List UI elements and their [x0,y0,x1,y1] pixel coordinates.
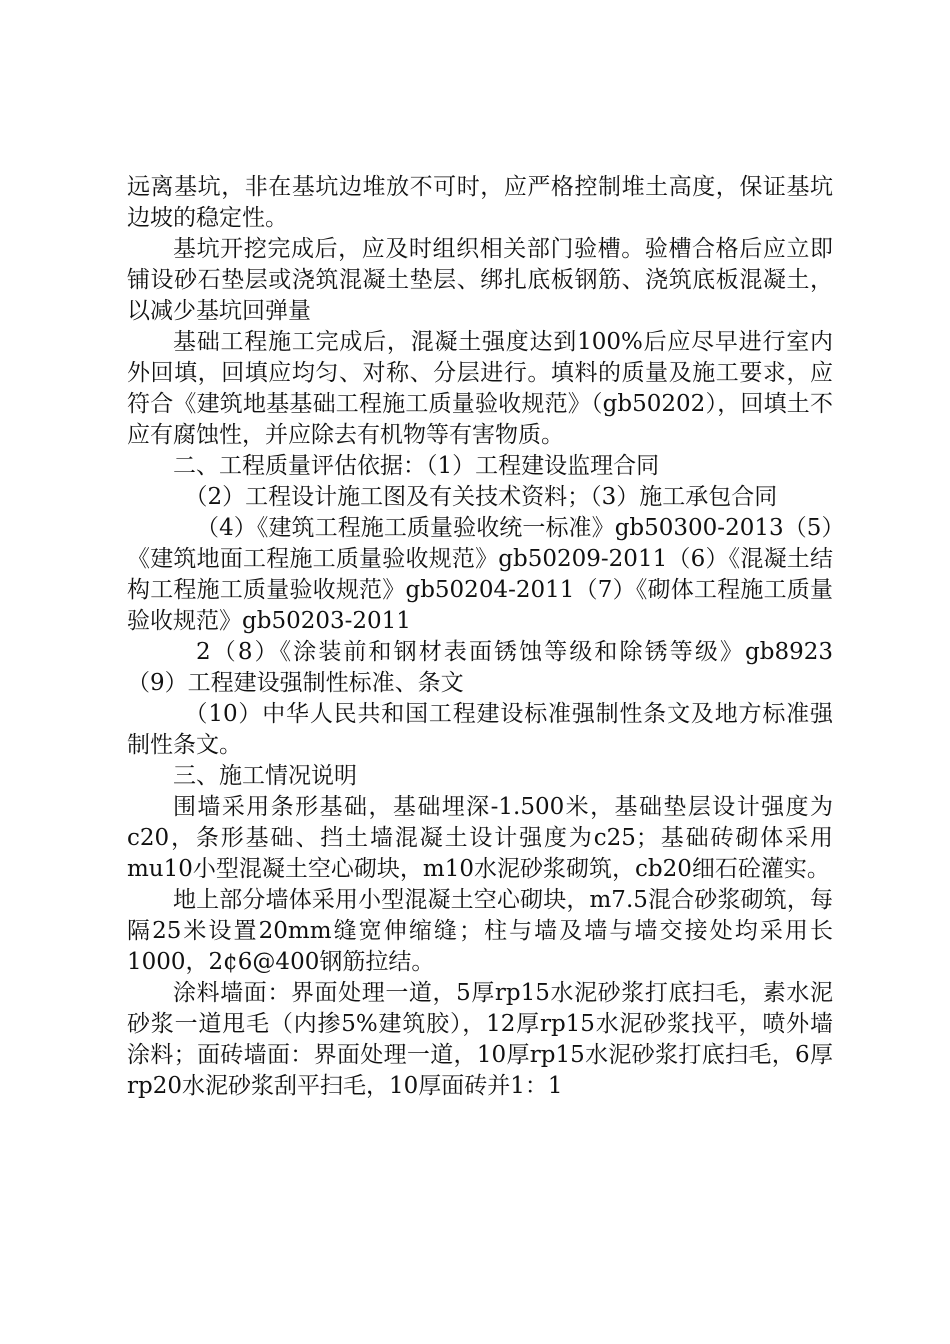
paragraph-wall-foundation: 围墙采用条形基础，基础埋深-1.500米，基础垫层设计强度为c20，条形基础、挡土墙混凝土设计强度为c25；基础砖砌体采用mu10小型混凝土空心砌块，m10水泥砂浆砌筑，cb20细石砼灌实。 [127,794,833,882]
paragraph-basis-4-7: （4）《建筑工程施工质量验收统一标准》gb50300-2013（5）《建筑地面工程施工质量验收规范》gb50209-2011（6）《混凝土结构工程施工质量验收规范》gb50204-2011（7）《砌体工程施工质量验收规范》gb50203-2011 [127,515,833,634]
paragraph-upper-wall: 地上部分墙体采用小型混凝土空心砌块，m7.5混合砂浆砌筑，每隔25米设置20mm缝宽伸缩缝；柱与墙及墙与墙交接处均采用长1000，2¢6@400钢筋拉结。 [127,887,833,975]
paragraph-backfill: 基础工程施工完成后，混凝土强度达到100%后应尽早进行室内外回填，回填应均匀、对称、分层进行。填料的质量及施工要求，应符合《建筑地基基础工程施工质量验收规范》（gb50202），回填土不应有腐蚀性，并应除去有机物等有害物质。 [127,329,833,448]
paragraph-basis-10: （10）中华人民共和国工程建设标准强制性条文及地方标准强制性条文。 [127,701,833,758]
paragraph-foundation-pit-edge: 远离基坑，非在基坑边堆放不可时，应严格控制堆土高度，保证基坑边坡的稳定性。 [127,174,833,231]
paragraph-basis-8-9: 2（8）《涂装前和钢材表面锈蚀等级和除锈等级》gb8923（9）工程建设强制性标准、条文 [127,639,833,696]
section-heading-evaluation-basis: 二、工程质量评估依据：（1）工程建设监理合同 [173,453,660,479]
paragraph-basis-2-3: （2）工程设计施工图及有关技术资料；（3）施工承包合同 [184,484,778,510]
section-heading-construction-description: 三、施工情况说明 [173,763,357,789]
paragraph-pit-inspection: 基坑开挖完成后，应及时组织相关部门验槽。验槽合格后应立即铺设砂石垫层或浇筑混凝土垫层、绑扎底板钢筋、浇筑底板混凝土，以减少基坑回弹量 [127,236,833,324]
document-body [127,172,833,1102]
paragraph-wall-finish: 涂料墙面：界面处理一道，5厚rp15水泥砂浆打底扫毛，素水泥砂浆一道甩毛（内掺5%建筑胶），12厚rp15水泥砂浆找平，喷外墙涂料；面砖墙面：界面处理一道，10厚rp15水泥砂浆打底扫毛，6厚rp20水泥砂浆刮平扫毛，10厚面砖并1：1 [127,980,833,1099]
